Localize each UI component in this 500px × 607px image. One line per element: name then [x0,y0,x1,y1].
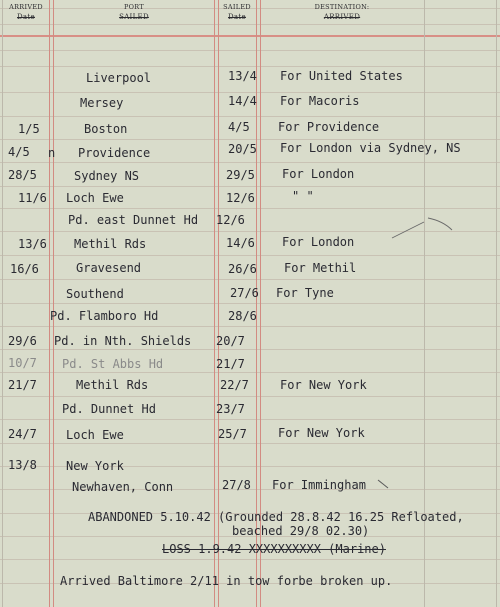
header-arrived: ARRIVED Date [9,3,43,21]
row-sailed: 4/5 [228,120,250,134]
row-sailed: 20/7 [216,334,245,348]
row-port: Pd. Flamboro Hd [50,309,159,323]
row-mark: n [48,146,56,160]
row-port: Loch Ewe [66,191,124,205]
row-sailed: 12/6 [216,213,245,227]
row-port: Pd. in Nth. Shields [54,334,192,348]
row-sailed: 29/5 [226,168,255,182]
row-sailed: 23/7 [216,402,245,416]
row-port: Pd. St Abbs Hd [62,357,164,371]
row-destination: For Immingham [272,478,366,492]
beached-note: beached 29/8 02.30) [232,524,370,538]
final-note: Arrived Baltimore 2/11 in tow forbe broken up. [60,574,393,588]
row-arrived: 16/6 [10,262,39,276]
row-sailed: 14/6 [226,236,255,250]
abandoned-note: ABANDONED 5.10.42 (Grounded 28.8.42 16.25 Refloated, [88,510,464,524]
row-destination: For Providence [278,120,380,134]
row-arrived: 10/7 [8,356,37,370]
row-sailed: 27/8 [222,478,251,492]
row-destination: For Methil [284,261,357,275]
loss-note: LOSS 1.9.42 XXXXXXXXXX (Marine) [162,542,386,556]
row-sailed: 13/4 [228,69,257,83]
row-sailed: 28/6 [228,309,257,323]
row-port: Pd. east Dunnet Hd [68,213,199,227]
row-arrived: 13/8 [8,458,37,472]
row-destination: For London via Sydney, NS [280,141,461,155]
row-port: Loch Ewe [66,428,124,442]
row-port: New York [66,459,124,473]
row-port: Providence [78,146,151,160]
row-destination: For London [282,235,355,249]
row-port: Newhaven, Conn [72,480,174,494]
row-sailed: 26/6 [228,262,257,276]
pencil-tick-icon [376,478,392,492]
row-destination: For London [282,167,355,181]
row-arrived: 4/5 [8,145,30,159]
row-arrived: 28/5 [8,168,37,182]
row-destination: For United States [280,69,403,83]
row-destination: For New York [280,378,367,392]
row-port: Pd. Dunnet Hd [62,402,156,416]
header-port: PORT SAILED [119,3,149,21]
pencil-mark-icon [372,212,462,242]
row-sailed: 20/5 [228,142,257,156]
row-sailed: 27/6 [230,286,259,300]
row-arrived: 13/6 [18,237,47,251]
row-destination: For Tyne [276,286,334,300]
row-destination: For New York [278,426,365,440]
row-arrived: 11/6 [18,191,47,205]
row-destination: For Macoris [280,94,360,108]
row-port: Sydney NS [74,169,140,183]
row-port: Boston [84,122,128,136]
row-port: Mersey [80,96,124,110]
row-arrived: 1/5 [18,122,40,136]
row-sailed: 12/6 [226,191,255,205]
row-port: Methil Rds [74,237,147,251]
row-port: Liverpool [86,71,152,85]
row-sailed: 14/4 [228,94,257,108]
row-port: Southend [66,287,124,301]
row-arrived: 24/7 [8,427,37,441]
row-ditto: " " [292,189,314,203]
row-arrived: 21/7 [8,378,37,392]
row-sailed: 21/7 [216,357,245,371]
header-rule [0,35,500,37]
header-sailed: SAILED Date [223,3,251,21]
row-arrived: 29/6 [8,334,37,348]
row-port: Gravesend [76,261,142,275]
row-port: Methil Rds [76,378,149,392]
row-sailed: 25/7 [218,427,247,441]
row-sailed: 22/7 [220,378,249,392]
header-destination: DESTINATION: ARRIVED [314,3,370,21]
